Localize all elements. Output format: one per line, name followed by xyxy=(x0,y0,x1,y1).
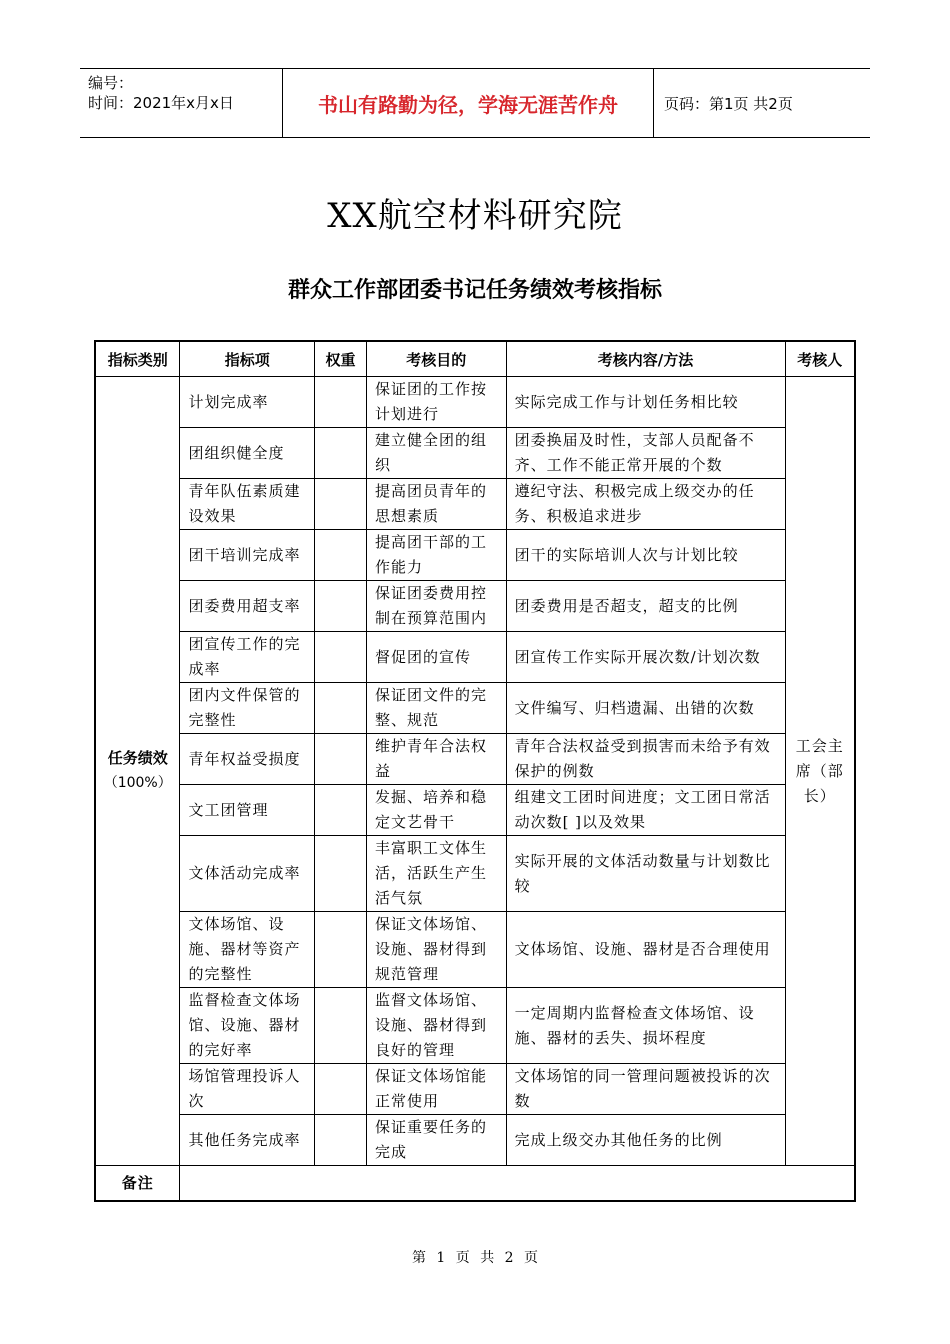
method-cell: 青年合法权益受到损害而未给予有效保护的例数 xyxy=(506,734,785,785)
purpose-cell: 监督文体场馆、设施、器材得到良好的管理 xyxy=(366,988,506,1064)
item-cell: 团组织健全度 xyxy=(180,428,315,479)
weight-cell xyxy=(315,581,367,632)
kpi-table xyxy=(94,340,856,1202)
table-row xyxy=(95,428,855,479)
weight-cell xyxy=(315,530,367,581)
table-row xyxy=(95,912,855,988)
method-cell: 文体场馆的同一管理问题被投诉的次数 xyxy=(506,1064,785,1115)
table-row xyxy=(95,530,855,581)
method-cell: 团宣传工作实际开展次数/计划次数 xyxy=(506,632,785,683)
item-cell: 场馆管理投诉人次 xyxy=(180,1064,315,1115)
weight-cell xyxy=(315,988,367,1064)
item-cell: 团委费用超支率 xyxy=(180,581,315,632)
table-header-row xyxy=(95,341,855,377)
category-name: 任务绩效 xyxy=(107,749,168,767)
header-item: 指标项 xyxy=(180,341,315,377)
remark-label: 备注 xyxy=(95,1166,180,1202)
item-cell: 监督检查文体场馆、设施、器材的完好率 xyxy=(180,988,315,1064)
table-row xyxy=(95,988,855,1064)
header-method: 考核内容/方法 xyxy=(506,341,785,377)
table-row xyxy=(95,632,855,683)
weight-cell xyxy=(315,912,367,988)
weight-cell xyxy=(315,683,367,734)
item-cell: 计划完成率 xyxy=(180,377,315,428)
weight-cell xyxy=(315,734,367,785)
header-meta xyxy=(80,69,282,137)
page-footer: 第 1 页 共 2 页 xyxy=(411,1250,539,1266)
purpose-cell: 维护青年合法权益 xyxy=(366,734,506,785)
method-cell: 完成上级交办其他任务的比例 xyxy=(506,1115,785,1166)
item-cell: 青年队伍素质建设效果 xyxy=(180,479,315,530)
item-cell: 其他任务完成率 xyxy=(180,1115,315,1166)
method-cell: 组建文工团时间进度；文工团日常活动次数[ ]以及效果 xyxy=(506,785,785,836)
weight-cell xyxy=(315,836,367,912)
motto: 书山有路勤为径，学海无涯苦作舟 xyxy=(282,69,654,137)
purpose-cell: 提高团员青年的思想素质 xyxy=(366,479,506,530)
purpose-cell: 发掘、培养和稳定文艺骨干 xyxy=(366,785,506,836)
header-category: 指标类别 xyxy=(95,341,180,377)
category-cell xyxy=(95,377,180,1166)
org-title: XX航空材料研究院 xyxy=(327,196,623,236)
table-row xyxy=(95,1064,855,1115)
table-row xyxy=(95,1115,855,1166)
method-cell: 实际开展的文体活动数量与计划数比较 xyxy=(506,836,785,912)
method-cell: 遵纪守法、积极完成上级交办的任务、积极追求进步 xyxy=(506,479,785,530)
purpose-cell: 建立健全团的组织 xyxy=(366,428,506,479)
page-header xyxy=(80,68,870,138)
purpose-cell: 保证重要任务的完成 xyxy=(366,1115,506,1166)
method-cell: 团干的实际培训人次与计划比较 xyxy=(506,530,785,581)
item-cell: 团干培训完成率 xyxy=(180,530,315,581)
method-cell: 一定周期内监督检查文体场馆、设施、器材的丢失、损坏程度 xyxy=(506,988,785,1064)
item-cell: 团内文件保管的完整性 xyxy=(180,683,315,734)
page-info: 页码：第1页 共2页 xyxy=(664,94,793,113)
header-reviewer: 考核人 xyxy=(785,341,855,377)
number-label: 编号： xyxy=(88,74,134,92)
purpose-cell: 保证文体场馆能正常使用 xyxy=(366,1064,506,1115)
weight-cell xyxy=(315,785,367,836)
header-purpose: 考核目的 xyxy=(366,341,506,377)
method-cell: 文件编写、归档遗漏、出错的次数 xyxy=(506,683,785,734)
table-row xyxy=(95,734,855,785)
table-row xyxy=(95,377,855,428)
method-cell: 团委换届及时性，支部人员配备不齐、工作不能正常开展的个数 xyxy=(506,428,785,479)
method-cell: 文体场馆、设施、器材是否合理使用 xyxy=(506,912,785,988)
weight-cell xyxy=(315,377,367,428)
item-cell: 文工团管理 xyxy=(180,785,315,836)
remark-value xyxy=(180,1166,855,1202)
table-row xyxy=(95,785,855,836)
table-row xyxy=(95,836,855,912)
purpose-cell: 保证团的工作按计划进行 xyxy=(366,377,506,428)
purpose-cell: 保证团委费用控制在预算范围内 xyxy=(366,581,506,632)
item-cell: 文体场馆、设施、器材等资产的完整性 xyxy=(180,912,315,988)
purpose-cell: 提高团干部的工作能力 xyxy=(366,530,506,581)
purpose-cell: 督促团的宣传 xyxy=(366,632,506,683)
item-cell: 文体活动完成率 xyxy=(180,836,315,912)
weight-cell xyxy=(315,1115,367,1166)
purpose-cell: 保证团文件的完整、规范 xyxy=(366,683,506,734)
weight-cell xyxy=(315,632,367,683)
purpose-cell: 丰富职工文体生活，活跃生产生活气氛 xyxy=(366,836,506,912)
weight-cell xyxy=(315,479,367,530)
date-label: 时间：2021年x月x日 xyxy=(88,94,234,112)
table-row xyxy=(95,683,855,734)
weight-cell xyxy=(315,1064,367,1115)
remark-row xyxy=(95,1166,855,1202)
document-title: 群众工作部团委书记任务绩效考核指标 xyxy=(287,278,662,303)
category-weight: （100%） xyxy=(103,775,172,791)
purpose-cell: 保证文体场馆、设施、器材得到规范管理 xyxy=(366,912,506,988)
item-cell: 团宣传工作的完成率 xyxy=(180,632,315,683)
table-row xyxy=(95,479,855,530)
header-weight: 权重 xyxy=(315,341,367,377)
item-cell: 青年权益受损度 xyxy=(180,734,315,785)
table-row xyxy=(95,581,855,632)
method-cell: 实际完成工作与计划任务相比较 xyxy=(506,377,785,428)
method-cell: 团委费用是否超支，超支的比例 xyxy=(506,581,785,632)
weight-cell xyxy=(315,428,367,479)
reviewer-cell: 工会主席（部长） xyxy=(785,377,855,1166)
